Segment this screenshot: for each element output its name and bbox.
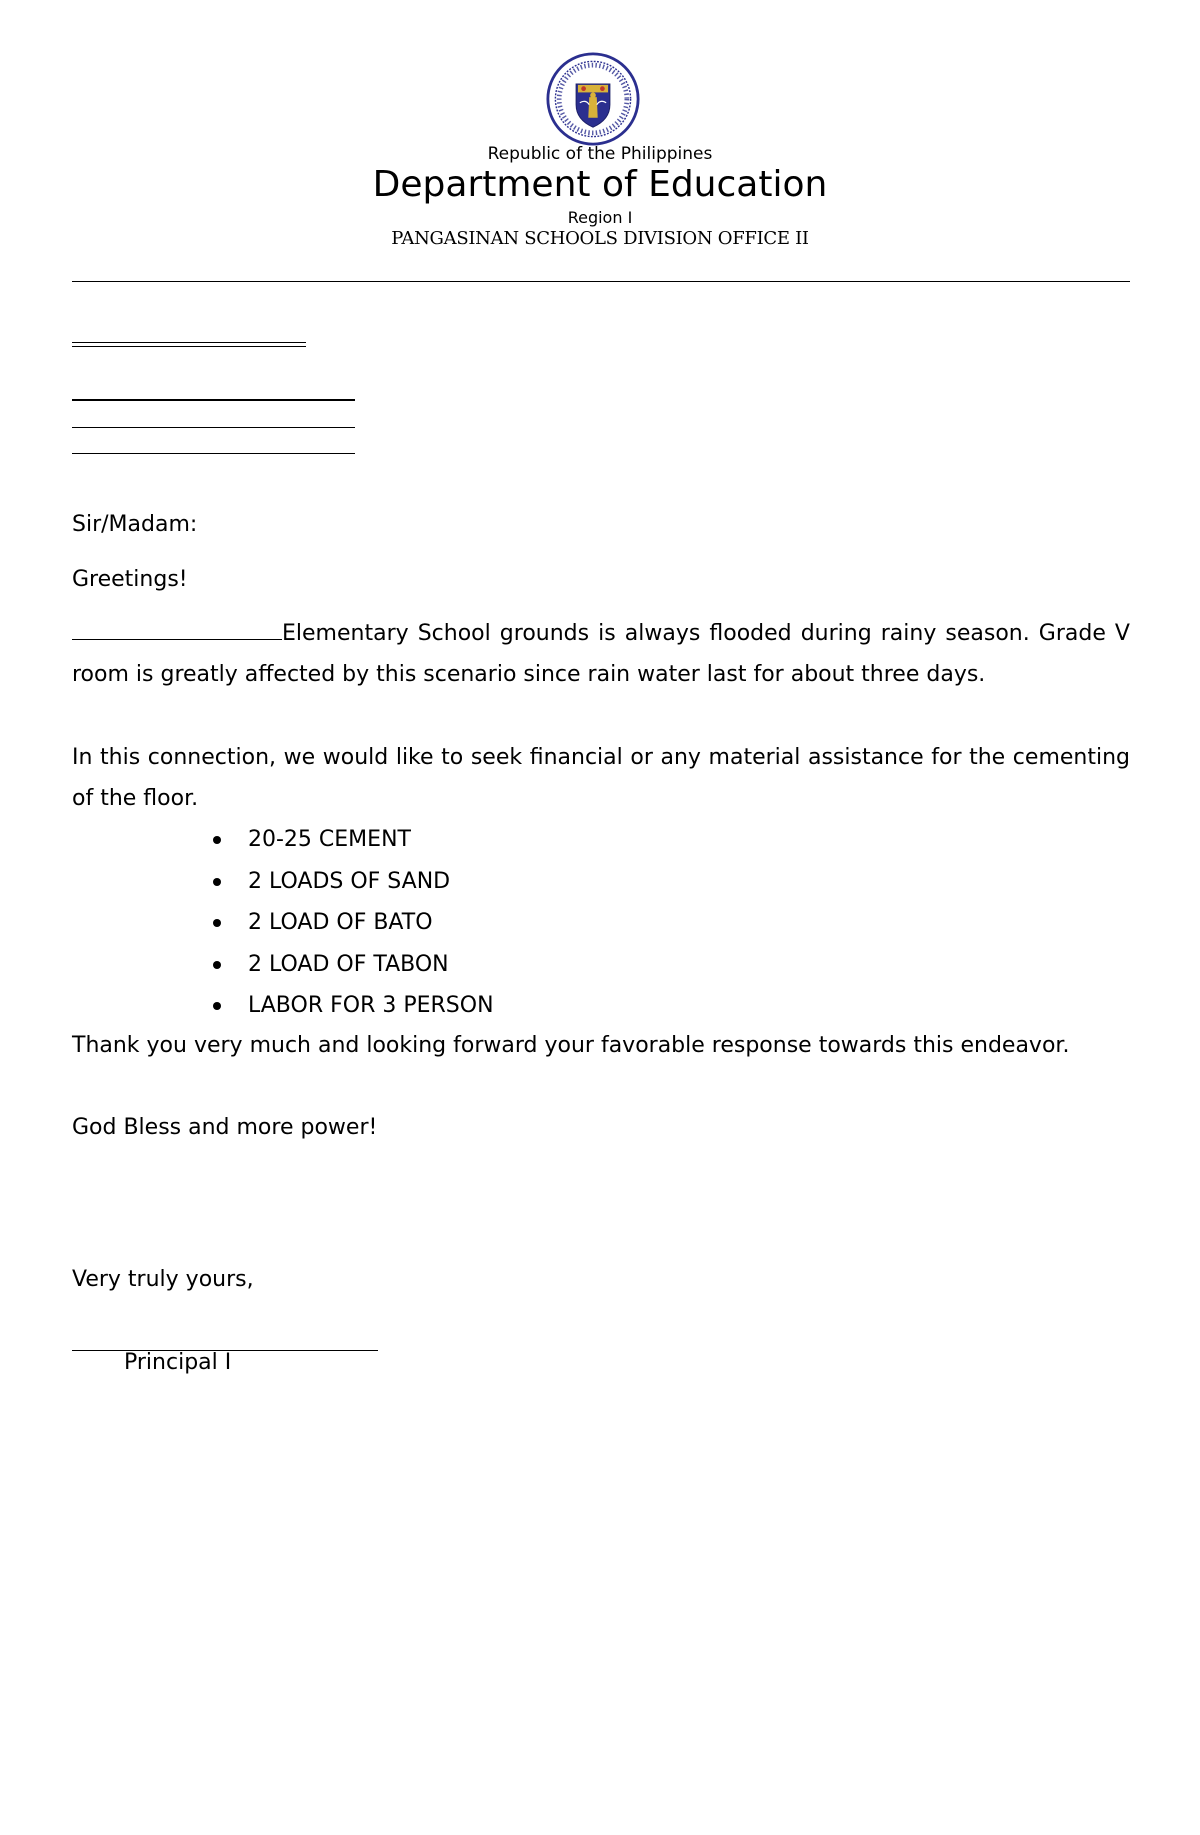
recipient-name-blank-line (72, 399, 355, 401)
paragraph-flooding-text: Elementary School grounds is always flooded during rainy season. Grade V room is greatly affected by this scenario since rain water last for about three days. (72, 621, 1130, 687)
header-division: PANGASINAN SCHOOLS DIVISION OFFICE II (391, 228, 809, 249)
closing-paragraph: Thank you very much and looking forward your favorable response towards this endeavor. (72, 1033, 1070, 1058)
signatory-title: Principal I (124, 1350, 232, 1375)
paragraph-flooding (72, 613, 1130, 695)
list-item: LABOR FOR 3 PERSON (200, 985, 494, 1027)
valediction: Very truly yours, (72, 1267, 254, 1292)
bullet-icon (213, 961, 221, 969)
school-name-blank-line (72, 617, 282, 640)
header-divider (72, 281, 1130, 282)
greeting: Greetings! (72, 567, 188, 592)
blessing: God Bless and more power! (72, 1115, 378, 1140)
paragraph-request: In this connection, we would like to seek financial or any material assistance for the cementing of the floor. (72, 745, 1130, 811)
recipient-address-blank-line (72, 453, 355, 454)
bullet-icon (213, 878, 221, 886)
date-blank-line (72, 342, 306, 347)
salutation: Sir/Madam: (72, 512, 198, 537)
recipient-position-blank-line (72, 427, 355, 428)
bullet-icon (213, 919, 221, 927)
list-item: 20-25 CEMENT (200, 819, 494, 861)
deped-seal-icon (546, 52, 640, 146)
bullet-icon (213, 1002, 221, 1010)
header-republic: Republic of the Philippines (487, 144, 713, 164)
list-item: 2 LOADS OF SAND (200, 861, 494, 903)
bullet-icon (213, 836, 221, 844)
list-item: 2 LOAD OF TABON (200, 944, 494, 986)
header-department: Department of Education (372, 164, 828, 205)
materials-list (200, 819, 494, 1027)
list-item: 2 LOAD OF BATO (200, 902, 494, 944)
header-region: Region I (567, 208, 633, 227)
